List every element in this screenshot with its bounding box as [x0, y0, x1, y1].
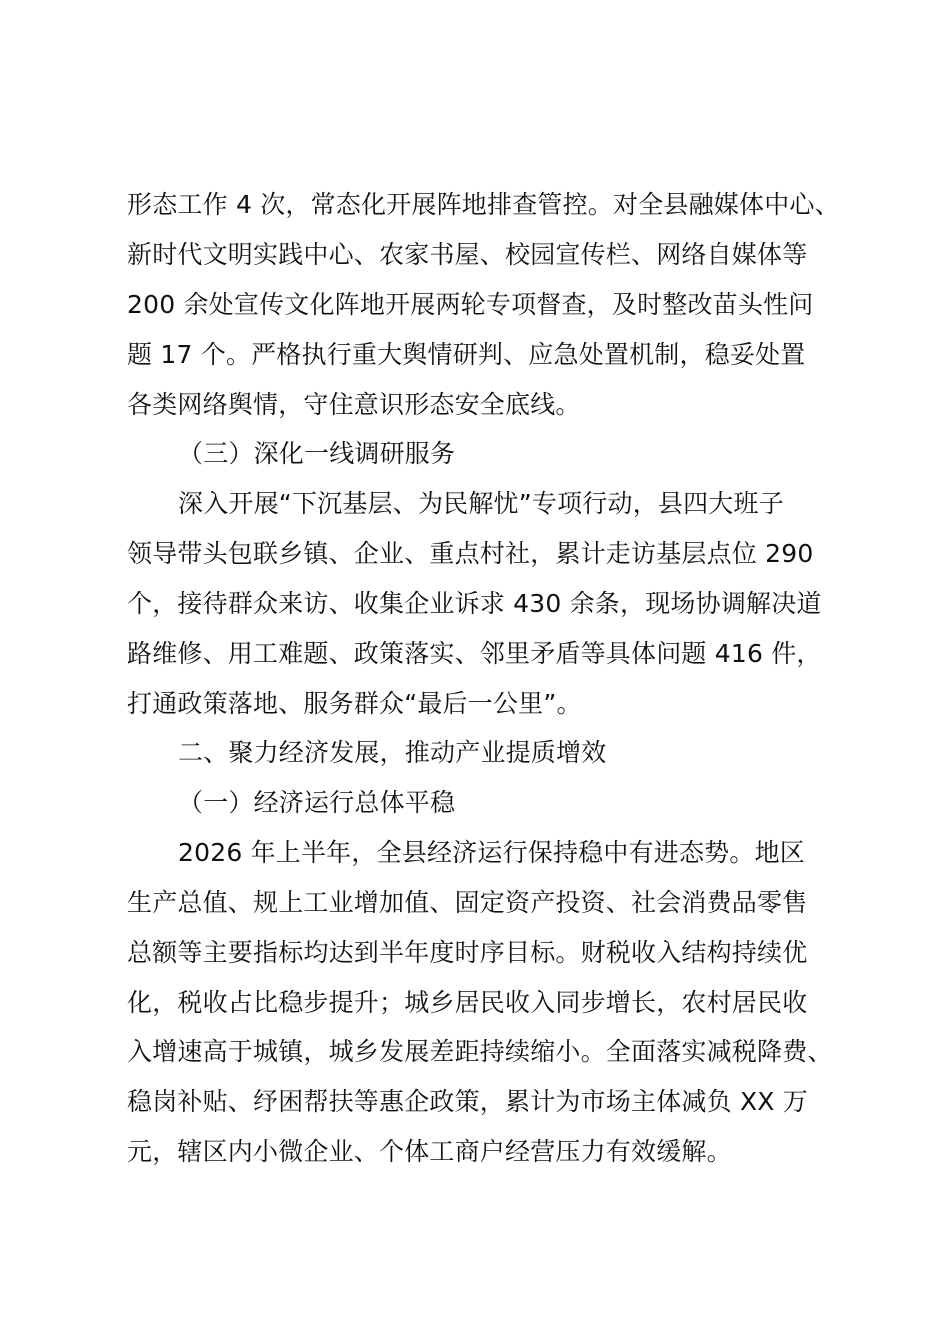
paragraph-line: 稳岗补贴、纾困帮扶等惠企政策，累计为市场主体减负 XX 万: [127, 1087, 808, 1116]
paragraph-line: 深入开展“下沉基层、为民解忧”专项行动，县四大班子: [178, 489, 784, 518]
paragraph-line: 化，税收占比稳步提升；城乡居民收入同步增长，农村居民收: [127, 988, 808, 1017]
paragraph-line: 总额等主要指标均达到半年度时序目标。财税收入结构持续优: [127, 938, 808, 967]
chapter-heading: 二、聚力经济发展，推动产业提质增效: [178, 738, 607, 767]
paragraph-line: 路维修、用工难题、政策落实、邻里矛盾等具体问题 416 件，: [127, 639, 822, 668]
paragraph-line: 入增速高于城镇，城乡发展差距持续缩小。全面落实减税降费、: [127, 1037, 833, 1066]
paragraph-line: 200 余处宣传文化阵地开展两轮专项督查，及时整改苗头性问: [127, 290, 814, 319]
paragraph-line: 各类网络舆情，守住意识形态安全底线。: [127, 390, 581, 419]
paragraph-line: 打通政策落地、服务群众“最后一公里”。: [127, 689, 582, 718]
paragraph-line: 2026 年上半年，全县经济运行保持稳中有进态势。地区: [178, 838, 805, 867]
paragraph-line: 元，辖区内小微企业、个体工商户经营压力有效缓解。: [127, 1137, 732, 1166]
paragraph-line: 生产总值、规上工业增加值、固定资产投资、社会消费品零售: [127, 888, 808, 917]
paragraph-line: 领导带头包联乡镇、企业、重点村社，累计走访基层点位 290: [127, 539, 814, 568]
section-heading: （三）深化一线调研服务: [178, 439, 456, 468]
paragraph-line: 题 17 个。严格执行重大舆情研判、应急处置机制，稳妥处置: [127, 340, 806, 369]
paragraph-line: 新时代文明实践中心、农家书屋、校园宣传栏、网络自媒体等: [127, 240, 808, 269]
paragraph-line: 形态工作 4 次，常态化开展阵地排查管控。对全县融媒体中心、: [127, 190, 840, 219]
paragraph-line: 个，接待群众来访、收集企业诉求 430 余条，现场协调解决道: [127, 589, 822, 618]
section-heading: （一）经济运行总体平稳: [178, 788, 456, 817]
